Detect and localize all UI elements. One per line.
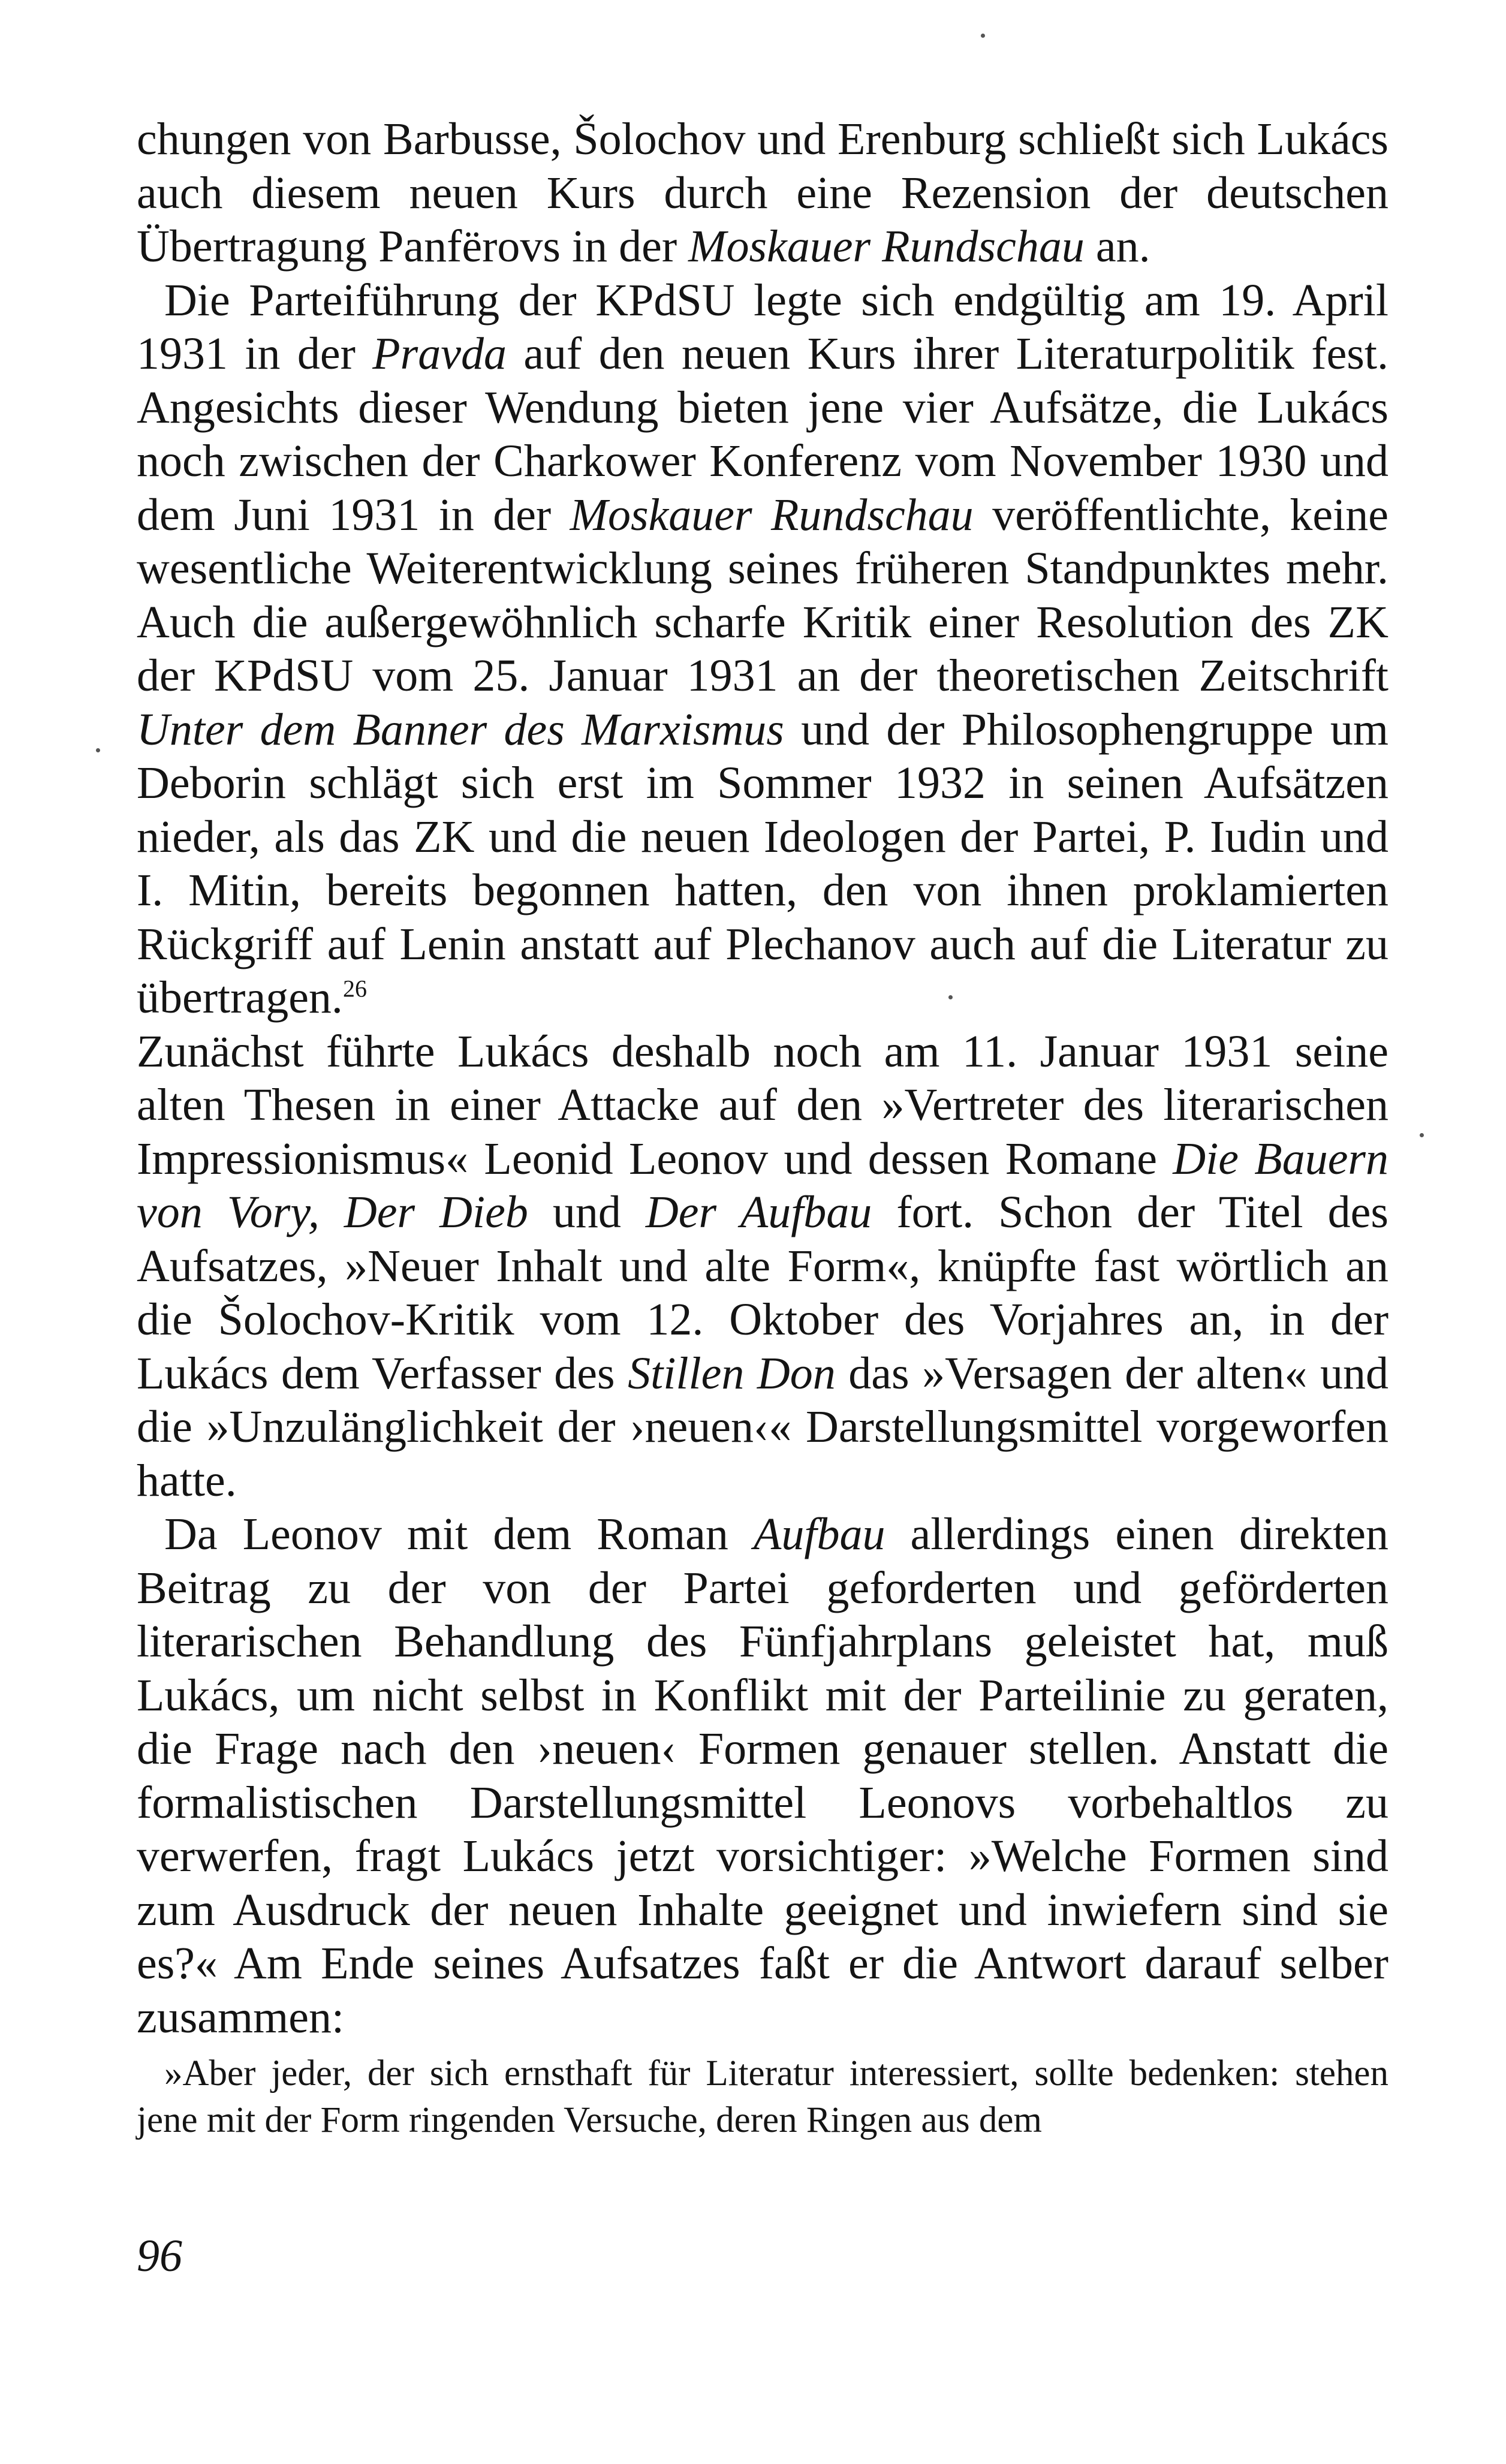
italic-title: Der Aufbau: [645, 1187, 872, 1237]
paragraph: [137, 113, 1388, 274]
footnote-marker: 26: [342, 975, 367, 1002]
text-run: veröffentlichte, keine wesentliche Weiterentwicklung seines früheren Standpunktes mehr. Auch die außergewöhnlich scharfe Kritik einer Resolution des ZK der KPdSU vom 25. Januar 1931 an der theoretischen Zeitschrift: [137, 489, 1388, 701]
page-number: 96: [137, 2231, 182, 2281]
scan-speck: [948, 995, 953, 999]
italic-title: Unter dem Banner des Marxismus: [137, 704, 784, 755]
paragraph: [137, 1025, 1388, 1508]
italic-title: Moskauer Rundschau: [688, 221, 1085, 272]
paragraph: [137, 274, 1388, 1025]
text-run: Zunächst führte Lukács deshalb noch am 11. Januar 1931 seine alten Thesen in einer Attacke auf den »Vertreter des literarischen Impressionismus« Leonid Leonov und dessen Romane: [137, 1026, 1388, 1184]
text-run: und: [528, 1187, 646, 1237]
text-run: fort. Schon der Titel des Aufsatzes, »Neuer Inhalt und alte Form«, knüpfte fast wörtlich an die Šolochov-Kritik vom 12. Oktober des Vorjahres an, in der Lukács dem Verfasser des: [137, 1187, 1388, 1399]
italic-title: Moskauer Rundschau: [570, 489, 974, 540]
scan-speck: [96, 748, 100, 752]
text-run: chungen von Barbusse, Šolochov und Erenburg schließt sich Lukács auch diesem neuen Kurs durch eine Rezension der deutschen Übertragung Panfërovs in der: [137, 114, 1388, 272]
scan-speck: [981, 34, 985, 38]
text-run: Die Parteiführung der KPdSU legte sich endgültig am 19. April 1931 in der: [137, 275, 1388, 379]
body-text: [137, 113, 1388, 2144]
text-run: und der Philosophengruppe um Deborin schlägt sich erst im Sommer 1932 in seinen Aufsätzen nieder, als das ZK und die neuen Ideologen der Partei, P. Iudin und I. Mitin, bereits begonnen hatten, den von ihnen proklamierten Rückgriff auf Lenin anstatt auf Plechanov auch auf die Literatur zu übertragen.: [137, 704, 1388, 1023]
italic-title: Pravda: [372, 329, 507, 379]
text-run: auf den neuen Kurs ihrer Literaturpolitik fest. Angesichts dieser Wendung bieten jene vier Aufsätze, die Lukács noch zwischen der Charkower Konferenz vom November 1930 und dem Juni 1931 in der: [137, 329, 1388, 540]
block-quote: »Aber jeder, der sich ernsthaft für Literatur interessiert, sollte bedenken: stehen jene mit der Form ringenden Versuche, deren Ringen aus dem: [137, 2053, 1388, 2140]
text-run: allerdings einen direkten Beitrag zu der von der Partei geforderten und geförderten literarischen Behandlung des Fünfjahrplans geleistet hat, muß Lukács, um nicht selbst in Konflikt mit der Parteilinie zu geraten, die Frage nach den ›neuen‹ Formen genauer stellen. Anstatt die formalistischen Darstellungsmittel Leonovs vorbehaltlos zu verwerfen, fragt Lukács jetzt vorsichtiger: »Welche Formen sind zum Ausdruck der neuen Inhalte geeignet und inwiefern sind sie es?« Am Ende seines Aufsatzes faßt er die Antwort darauf selber zusammen:: [137, 1509, 1388, 2043]
italic-title: Die Bauern von Vory, Der Dieb: [137, 1133, 1388, 1237]
text-run: das »Versagen der alten« und die »Unzulänglichkeit der ›neuen‹« Darstellungsmittel vorgeworfen hatte.: [137, 1348, 1389, 1506]
italic-title: Aufbau: [753, 1509, 885, 1559]
scan-speck: [1420, 1133, 1424, 1137]
paragraph: [137, 1508, 1388, 2044]
text-run: Da Leonov mit dem Roman: [164, 1509, 754, 1559]
italic-title: Stillen Don: [628, 1348, 836, 1399]
text-run: an.: [1084, 221, 1150, 272]
